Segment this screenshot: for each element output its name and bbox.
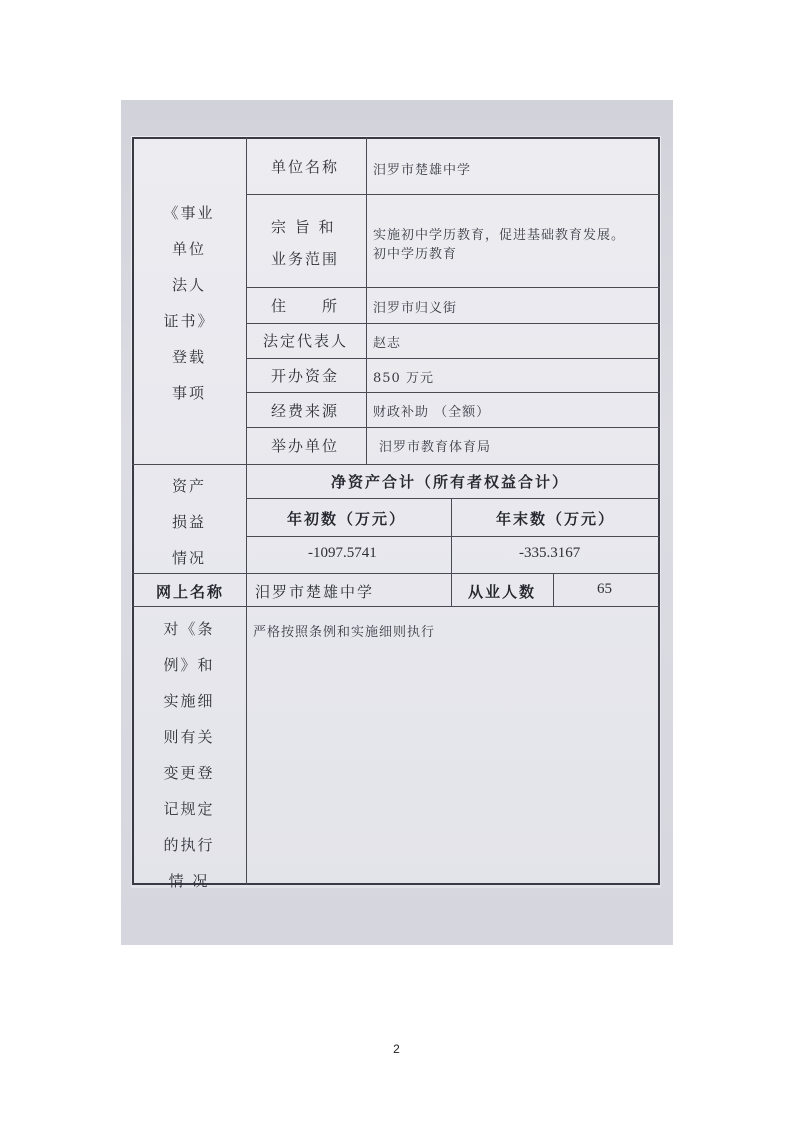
grid-line [451, 573, 452, 606]
staff-count-value: 65 [597, 581, 612, 597]
capital-label: 开办资金 [271, 367, 340, 385]
funding-label: 经费来源 [271, 402, 340, 420]
execution-value: 严格按照条例和实施细则执行 [253, 625, 436, 640]
assets-section-label: 资产 损益 情况 [171, 477, 206, 567]
begin-of-year-value: -1097.5741 [308, 545, 377, 561]
purpose-value-line2: 初中学历教育 [373, 247, 458, 262]
address-value: 汨罗市归义街 [373, 301, 458, 316]
grid-line [246, 323, 660, 324]
begin-of-year-label: 年初数（万元） [287, 510, 407, 528]
staff-count-label: 从业人数 [468, 583, 537, 601]
online-name-label: 网上名称 [156, 583, 225, 601]
legal-rep-label: 法定代表人 [263, 332, 349, 350]
grid-line [246, 392, 660, 393]
unit-name-label: 单位名称 [271, 158, 340, 176]
end-of-year-label: 年末数（万元） [496, 510, 616, 528]
grid-line [366, 137, 367, 464]
net-assets-header: 净资产合计（所有者权益合计） [331, 473, 570, 491]
capital-value: 850 万元 [373, 371, 434, 386]
scanned-photo [121, 100, 673, 945]
grid-line [246, 137, 247, 885]
grid-line [246, 427, 660, 428]
grid-line [246, 287, 660, 288]
sponsor-label: 举办单位 [271, 437, 340, 455]
page-number: 2 [393, 1042, 400, 1056]
address-label: 住 所 [271, 297, 340, 315]
grid-line [246, 498, 660, 499]
execution-section-label: 对《条 例》和 实施细 则有关 变更登 记规定 的执行 情 况 [163, 620, 215, 890]
grid-line [553, 573, 554, 606]
online-name-value: 汨罗市楚雄中学 [255, 583, 375, 601]
grid-line [246, 536, 660, 537]
legal-rep-value: 赵志 [373, 336, 402, 351]
registration-section-label: 《事业 单位 法人 证书》 登载 事项 [163, 204, 215, 402]
grid-line [132, 464, 660, 465]
unit-name-value: 汨罗市楚雄中学 [373, 163, 472, 178]
end-of-year-value: -335.3167 [519, 545, 581, 561]
sponsor-value: 汨罗市教育体育局 [379, 440, 492, 455]
purpose-value-line1: 实施初中学历教育，促进基础教育发展。 [373, 228, 626, 243]
grid-line [132, 606, 660, 607]
grid-line [246, 194, 660, 195]
purpose-label-line1: 宗 旨 和 [271, 218, 336, 236]
purpose-label-line2: 业务范围 [271, 250, 340, 268]
funding-value: 财政补助 （全额） [373, 405, 491, 420]
grid-line [246, 358, 660, 359]
